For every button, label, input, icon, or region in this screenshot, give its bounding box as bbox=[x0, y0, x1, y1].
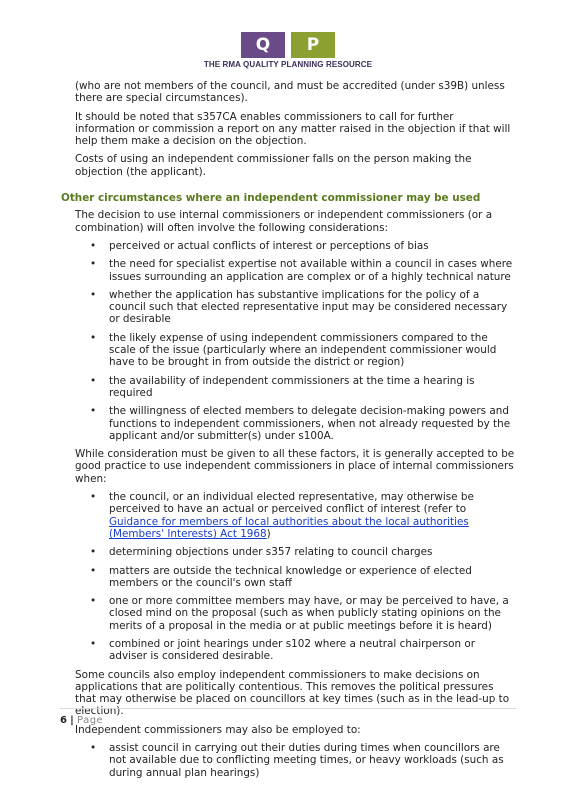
list-item: • the willingness of elected members to delegate decision-making powers and functions to independent commissioners, when not already requested by the applicant and/or submitter(s) under s100A. bbox=[75, 405, 515, 442]
list-item: • combined or joint hearings under s102 where a neutral chairperson or adviser is considered desirable. bbox=[75, 638, 515, 663]
logo-p-box: P bbox=[291, 32, 335, 58]
page-label: Page bbox=[77, 715, 104, 726]
list-item: • assist council in carrying out their duties during times when councillors are not available due to conflicting meeting times, or heavy workloads (such as during annual plan hearings) bbox=[75, 742, 515, 779]
footer-separator: | bbox=[70, 715, 74, 726]
list-item: • one or more committee members may have, or may be perceived to have, a closed mind on the proposal (such as when publicly stating opinions on the merits of a proposal in the media or at public meetings before it is heard) bbox=[75, 595, 515, 632]
logo-tagline: THE RMA QUALITY PLANNING RESOURCE bbox=[203, 60, 373, 69]
list-item: • perceived or actual conflicts of interest or perceptions of bias bbox=[75, 240, 515, 252]
qp-logo bbox=[0, 32, 576, 69]
list-item: • the availability of independent commissioners at the time a hearing is required bbox=[75, 375, 515, 400]
list-item: • the need for specialist expertise not available within a council in cases where issues surrounding an application are complex or of a highly technical nature bbox=[75, 258, 515, 283]
list-item bbox=[75, 491, 515, 540]
section-heading: Other circumstances where an independent commissioner may be used bbox=[61, 192, 481, 205]
good-practice-list bbox=[75, 491, 515, 663]
list-item: • whether the application has substantive implications for the policy of a council such that elected representative input may be considered necessary or desirable bbox=[75, 289, 515, 326]
considerations-list bbox=[75, 240, 515, 442]
list-item-text: the council, or an individual elected representative, may otherwise be perceived to have an actual or perceived conflict of interest (refer to bbox=[109, 491, 474, 516]
paragraph-good-practice: While consideration must be given to all these factors, it is generally accepted to be good practice to use independent commissioners in place of internal commissioners when: bbox=[75, 448, 515, 485]
footer-divider bbox=[60, 708, 516, 709]
page-content bbox=[61, 80, 515, 785]
paragraph-political: Some councils also employ independent commissioners to make decisions on applications that are politically contentious. This removes the political pressures that may otherwise be placed on councillors at key times (such as in the lead-up to election). bbox=[75, 668, 510, 718]
paragraph-costs: Costs of using an independent commissioner falls on the person making the objection (the applicant). bbox=[75, 153, 472, 178]
paragraph-considerations-intro: The decision to use internal commissioners or independent commissioners (or a combination) will often involve the following considerations: bbox=[75, 209, 493, 234]
paragraph-also-employed: Independent commissioners may also be employed to: bbox=[75, 723, 361, 736]
logo-boxes bbox=[241, 32, 335, 58]
list-item: • matters are outside the technical knowledge or experience of elected members or the council's own staff bbox=[75, 565, 515, 590]
list-item-text-end: ) bbox=[266, 527, 271, 540]
guidance-link[interactable]: Guidance for members of local authorities about the local authorities (Members' Interests) Act 1968 bbox=[109, 515, 469, 540]
page-number: 6 bbox=[60, 715, 67, 726]
paragraph-continued: (who are not members of the council, and must be accredited (under s39B) unless there are special circumstances). bbox=[75, 80, 505, 105]
page-footer bbox=[60, 708, 516, 726]
list-item: • determining objections under s357 relating to council charges bbox=[75, 546, 515, 558]
footer-page-indicator bbox=[60, 715, 516, 726]
list-item: • the likely expense of using independent commissioners compared to the scale of the issue (particularly where an independent commissioner would have to be brought in from outside the district or region) bbox=[75, 332, 515, 369]
logo-q-box: Q bbox=[241, 32, 285, 58]
also-employed-list bbox=[75, 742, 515, 779]
paragraph-s357ca: It should be noted that s357CA enables commissioners to call for further information or commission a report on any matter raised in the objection if that will help them make a decision on the objection. bbox=[75, 110, 511, 148]
